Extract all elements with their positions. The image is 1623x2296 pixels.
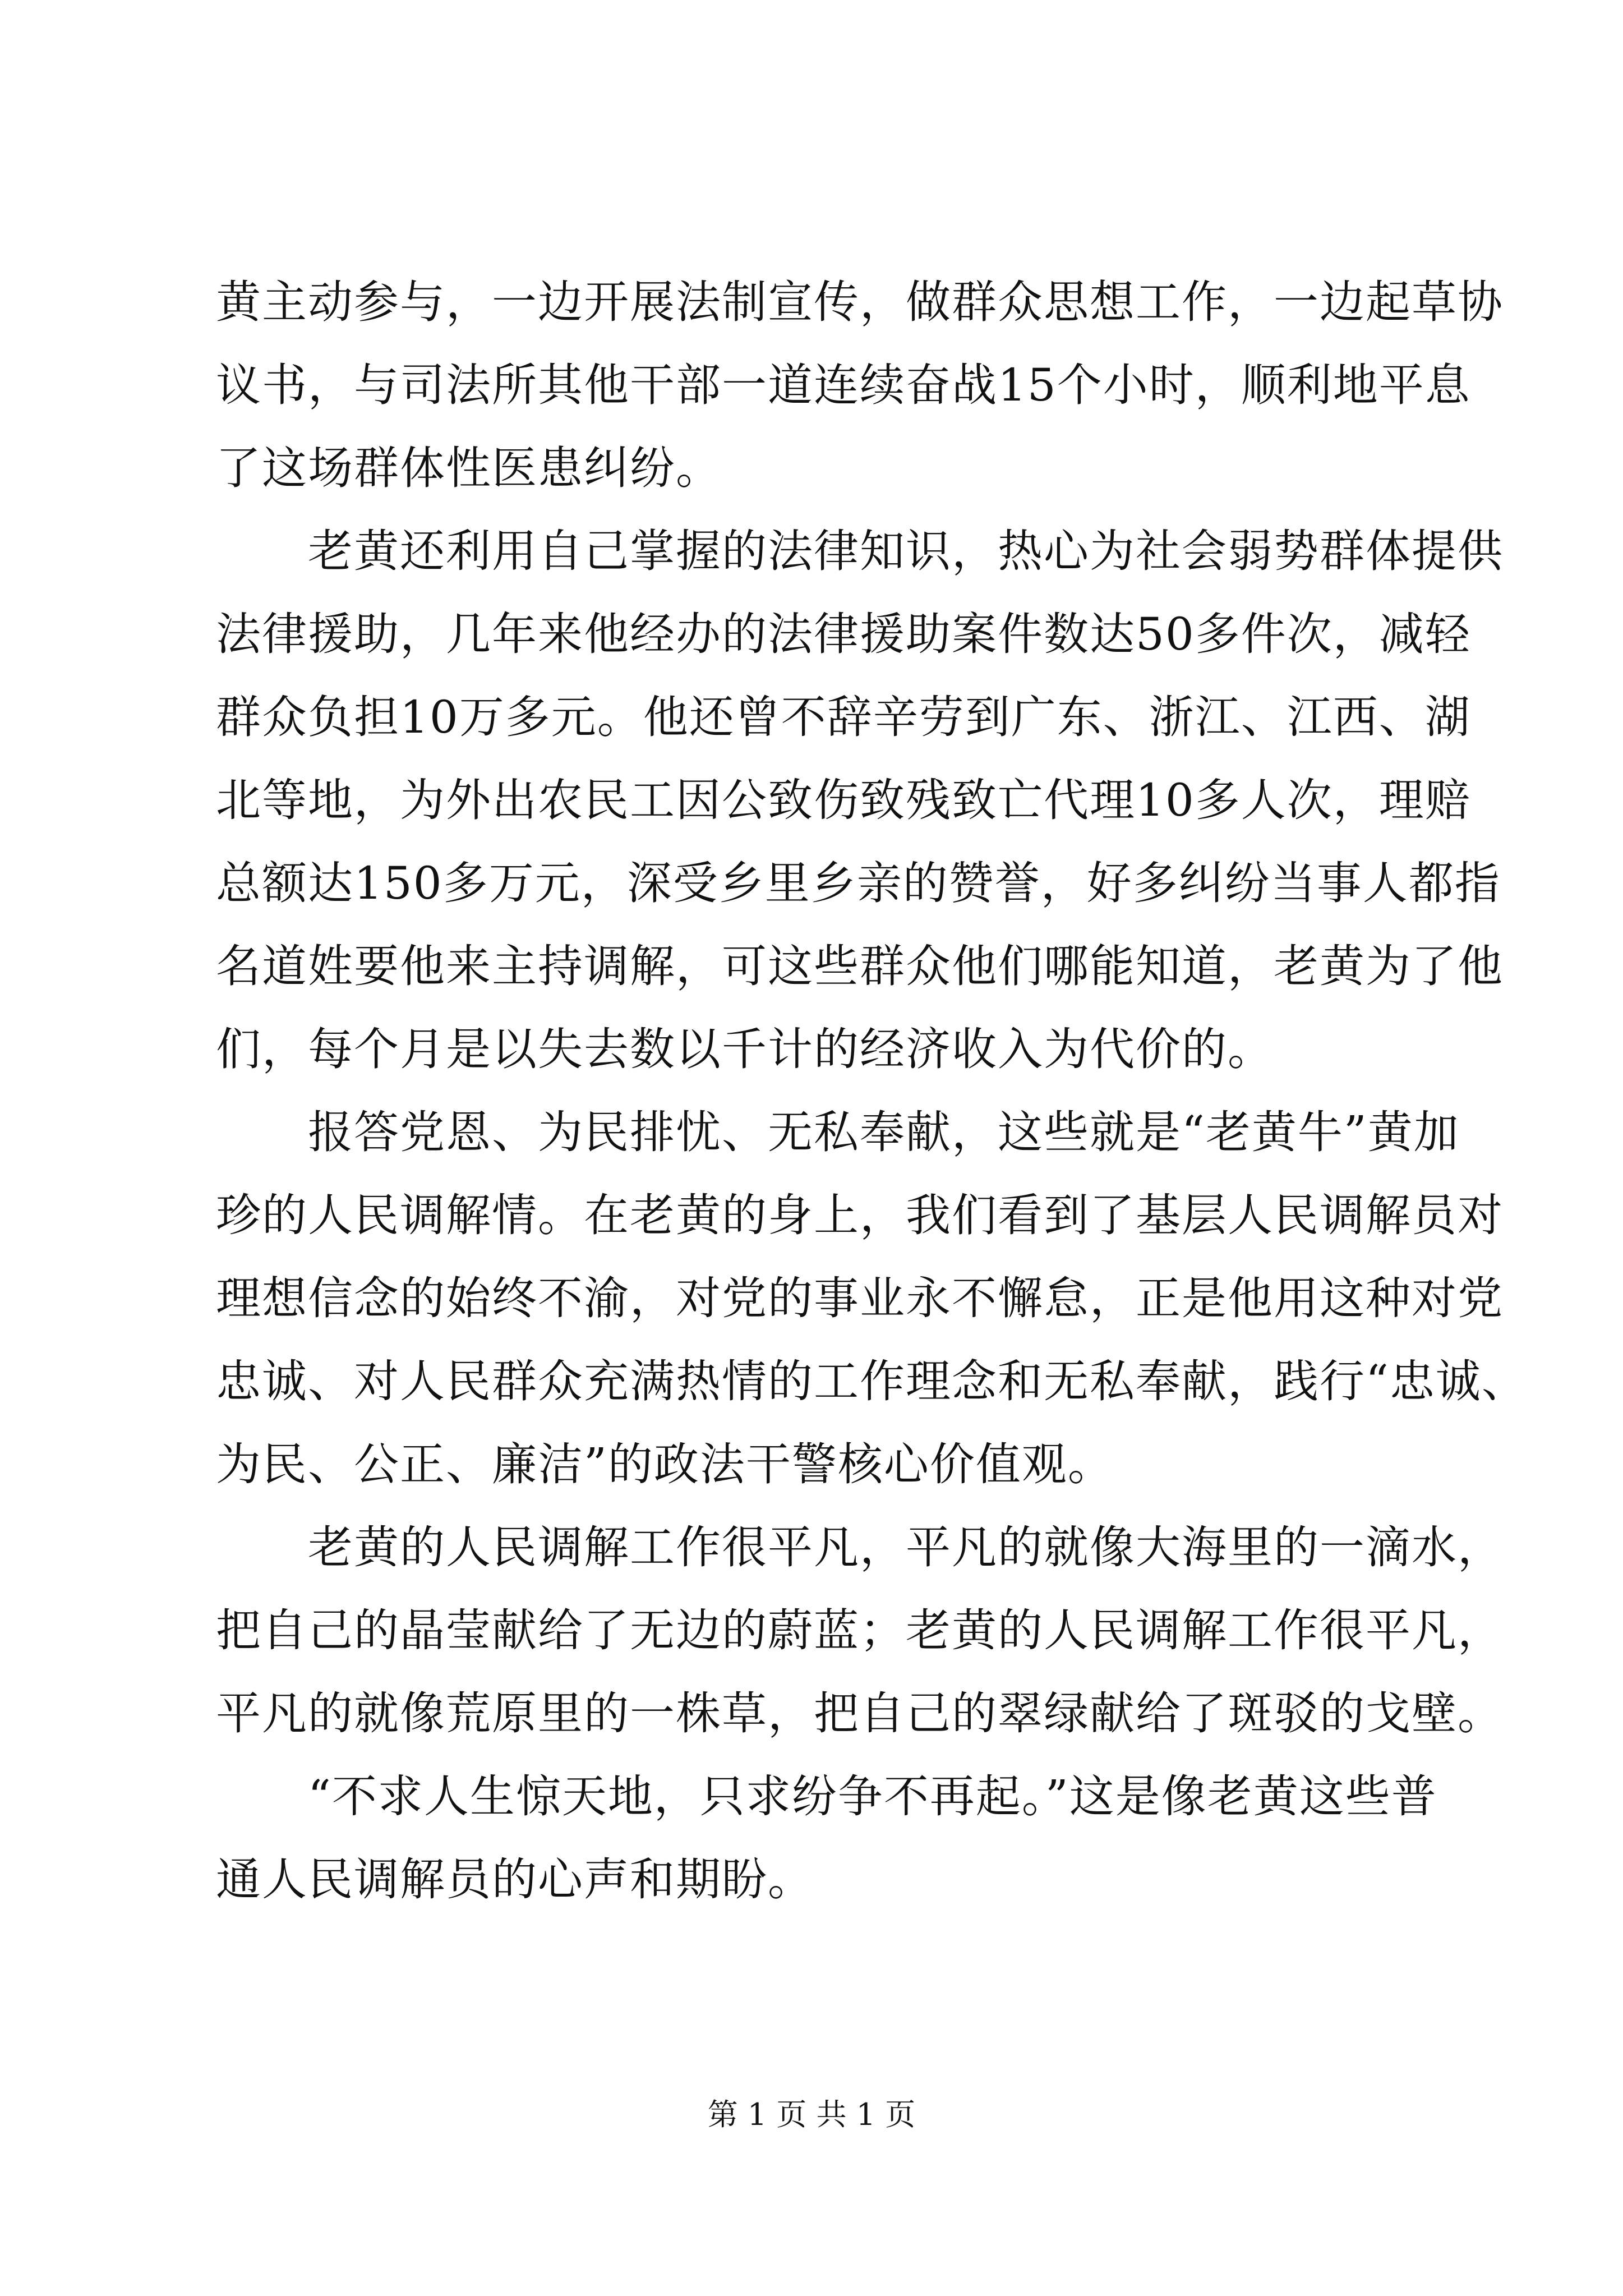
text-line: 法律援助，几年来他经办的法律援助案件数达50多件次，减轻 [216,608,1471,660]
text-line: 理想信念的始终不渝，对党的事业永不懈怠，正是他用这种对党 [216,1272,1504,1324]
text-line: 平凡的就像荒原里的一株草，把自己的翠绿献给了斑驳的戈壁。 [216,1687,1504,1740]
text-line: 老黄还利用自己掌握的法律知识，热心为社会弱势群体提供 [216,525,1504,577]
text-line: 群众负担10万多元。他还曾不辞辛劳到广东、浙江、江西、湖 [216,691,1471,743]
text-line: 为民、公正、廉洁”的政法干警核心价值观。 [216,1438,1114,1490]
text-line: “不求人生惊天地，只求纷争不再起。”这是像老黄这些普 [216,1770,1437,1823]
text-line: 忠诚、对人民群众充满热情的工作理念和无私奉献，践行“忠诚、 [216,1355,1528,1407]
document-body [216,261,1528,1921]
text-line: 把自己的晶莹献给了无边的蔚蓝；老黄的人民调解工作很平凡， [216,1604,1504,1657]
text-line: 老黄的人民调解工作很平凡，平凡的就像大海里的一滴水， [216,1521,1504,1573]
text-line: 了这场群体性医患纠纷。 [216,442,722,494]
text-line: 名道姓要他来主持调解，可这些群众他们哪能知道，老黄为了他 [216,940,1504,992]
text-line: 议书，与司法所其他干部一道连续奋战15个小时，顺利地平息 [216,359,1471,411]
text-line: 珍的人民调解情。在老黄的身上，我们看到了基层人民调解员对 [216,1189,1504,1241]
text-line: 黄主动参与，一边开展法制宣传，做群众思想工作，一边起草协 [216,276,1504,328]
text-line: 报答党恩、为民排忧、无私奉献，这些就是“老黄牛”黄加 [216,1106,1460,1158]
text-line: 们，每个月是以失去数以千计的经济收入为代价的。 [216,1023,1274,1075]
text-line: 通人民调解员的心声和期盼。 [216,1853,814,1906]
text-line: 北等地，为外出农民工因公致伤致残致亡代理10多人次，理赔 [216,774,1471,826]
text-line: 总额达150多万元，深受乡里乡亲的赞誉，好多纠纷当事人都指 [216,857,1501,909]
page-number-footer: 第 1 页 共 1 页 [707,2097,916,2132]
